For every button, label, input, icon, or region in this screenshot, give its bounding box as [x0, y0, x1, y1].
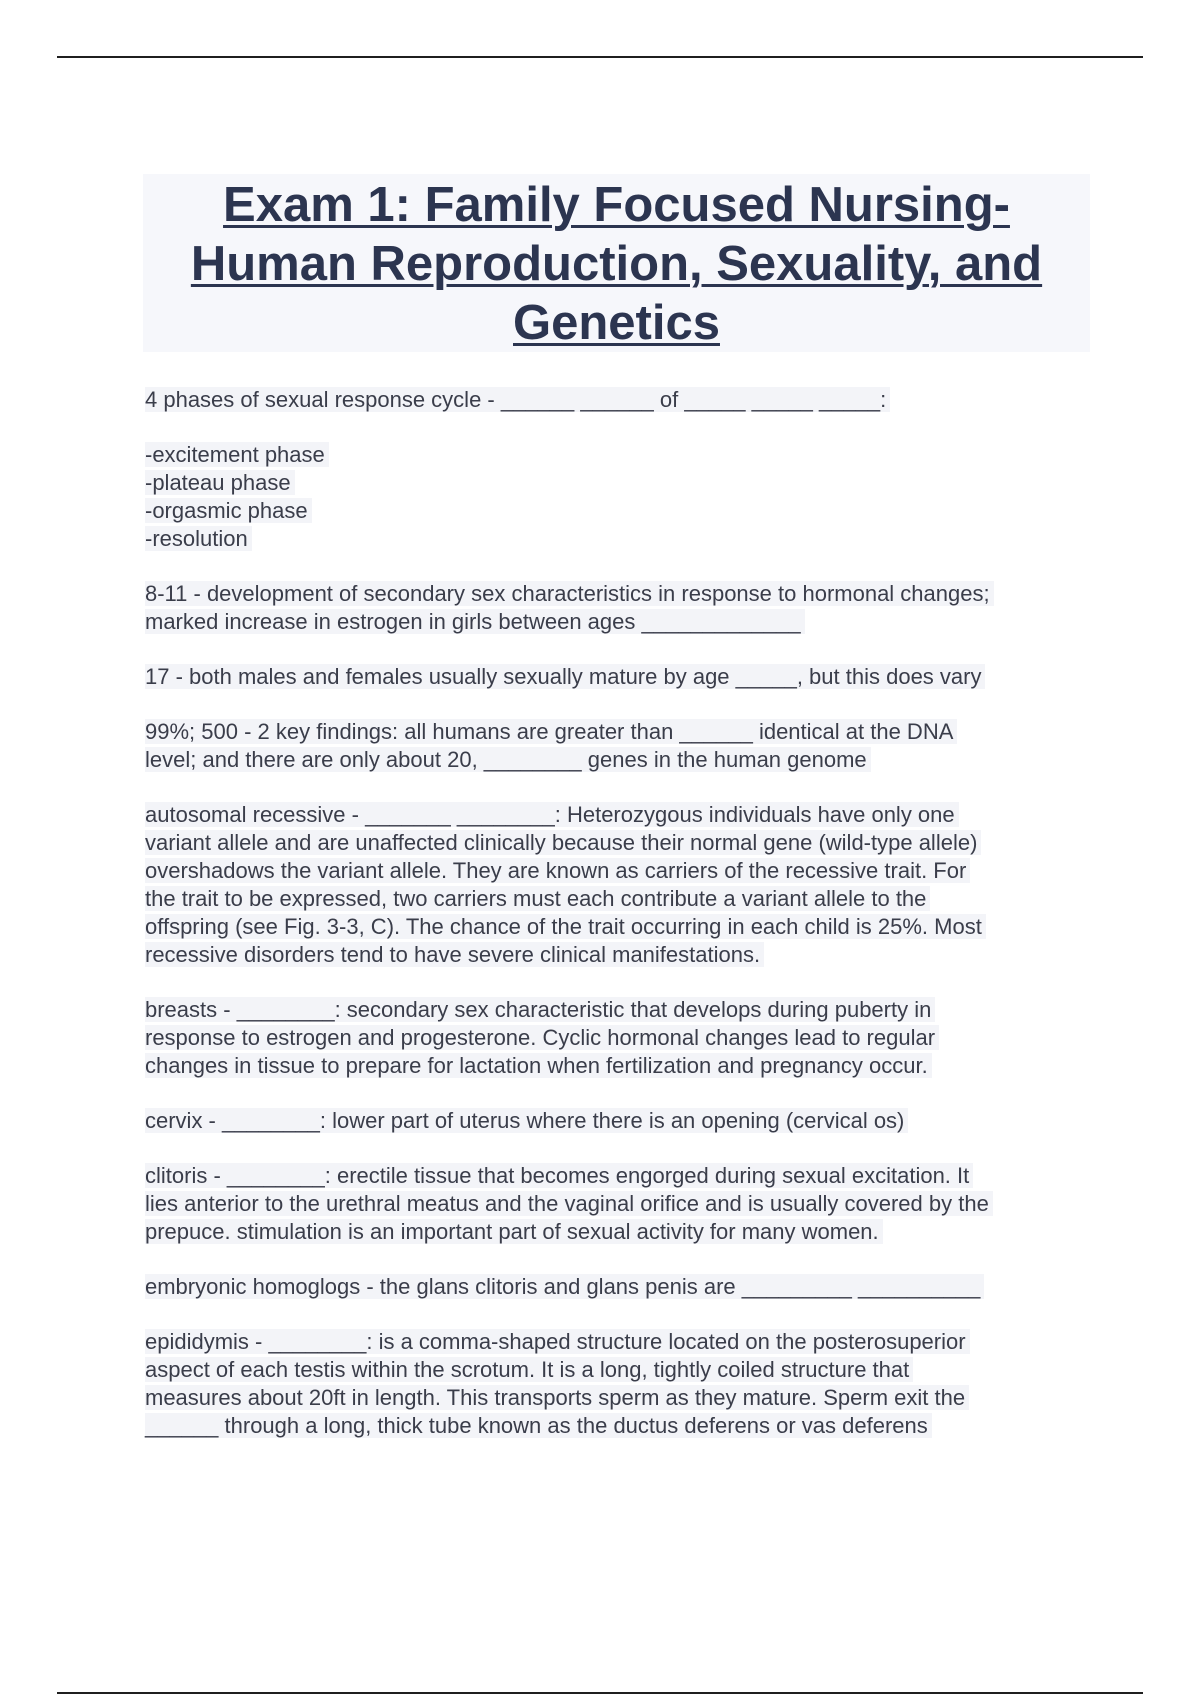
flashcard	[145, 1107, 1095, 1135]
card-line: response to estrogen and progesterone. Cyclic hormonal changes lead to regular	[145, 1025, 939, 1050]
flashcard	[145, 1328, 1095, 1440]
card-line: -resolution	[145, 526, 252, 551]
card-line: -excitement phase	[145, 442, 329, 467]
card-line: -plateau phase	[145, 470, 295, 495]
card-line: changes in tissue to prepare for lactation when fertilization and pregnancy occur.	[145, 1053, 932, 1078]
flashcard-list	[145, 386, 1095, 1467]
document-title	[143, 176, 1090, 353]
top-divider	[57, 56, 1143, 58]
flashcard	[145, 718, 1095, 774]
card-line: level; and there are only about 20, ________ genes in the human genome	[145, 747, 871, 772]
card-line: marked increase in estrogen in girls between ages _____________	[145, 609, 805, 634]
card-line: clitoris - ________: erectile tissue that becomes engorged during sexual excitation. It	[145, 1163, 973, 1188]
card-line: breasts - ________: secondary sex characteristic that develops during puberty in	[145, 997, 935, 1022]
flashcard	[145, 663, 1095, 691]
card-line: offspring (see Fig. 3-3, C). The chance of the trait occurring in each child is 25%. Most	[145, 914, 986, 939]
card-line: lies anterior to the urethral meatus and the vaginal orifice and is usually covered by the	[145, 1191, 993, 1216]
flashcard	[145, 801, 1095, 969]
flashcard	[145, 1162, 1095, 1246]
card-line: ______ through a long, thick tube known as the ductus deferens or vas deferens	[145, 1413, 932, 1438]
title-line: Exam 1: Family Focused Nursing-	[223, 178, 1010, 232]
card-line: overshadows the variant allele. They are known as carriers of the recessive trait. For	[145, 858, 970, 883]
bottom-divider	[57, 1692, 1143, 1694]
card-line: 99%; 500 - 2 key findings: all humans are greater than ______ identical at the DNA	[145, 719, 957, 744]
card-line: recessive disorders tend to have severe clinical manifestations.	[145, 942, 764, 967]
title-line: Genetics	[513, 296, 720, 350]
title-box	[143, 174, 1090, 352]
card-line: epididymis - ________: is a comma-shaped structure located on the posterosuperior	[145, 1329, 970, 1354]
card-line: autosomal recessive - _______ ________: Heterozygous individuals have only one	[145, 802, 959, 827]
card-line: prepuce. stimulation is an important part of sexual activity for many women.	[145, 1219, 883, 1244]
card-line: embryonic homoglogs - the glans clitoris and glans penis are _________ __________	[145, 1274, 984, 1299]
flashcard	[145, 996, 1095, 1080]
flashcard	[145, 1273, 1095, 1301]
card-line: aspect of each testis within the scrotum. It is a long, tightly coiled structure that	[145, 1357, 913, 1382]
flashcard	[145, 580, 1095, 636]
card-line: -orgasmic phase	[145, 498, 312, 523]
card-line: 17 - both males and females usually sexually mature by age _____, but this does vary	[145, 664, 985, 689]
card-line: the trait to be expressed, two carriers must each contribute a variant allele to the	[145, 886, 930, 911]
title-line: Human Reproduction, Sexuality, and	[190, 237, 1043, 291]
card-line: cervix - ________: lower part of uterus where there is an opening (cervical os)	[145, 1108, 908, 1133]
flashcard	[145, 386, 1095, 414]
card-line: 4 phases of sexual response cycle - ______ ______ of _____ _____ _____:	[145, 387, 890, 412]
card-line: 8-11 - development of secondary sex characteristics in response to hormonal changes;	[145, 581, 994, 606]
card-line: variant allele and are unaffected clinically because their normal gene (wild-type allele)	[145, 830, 981, 855]
card-line: measures about 20ft in length. This transports sperm as they mature. Sperm exit the	[145, 1385, 969, 1410]
flashcard	[145, 441, 1095, 553]
